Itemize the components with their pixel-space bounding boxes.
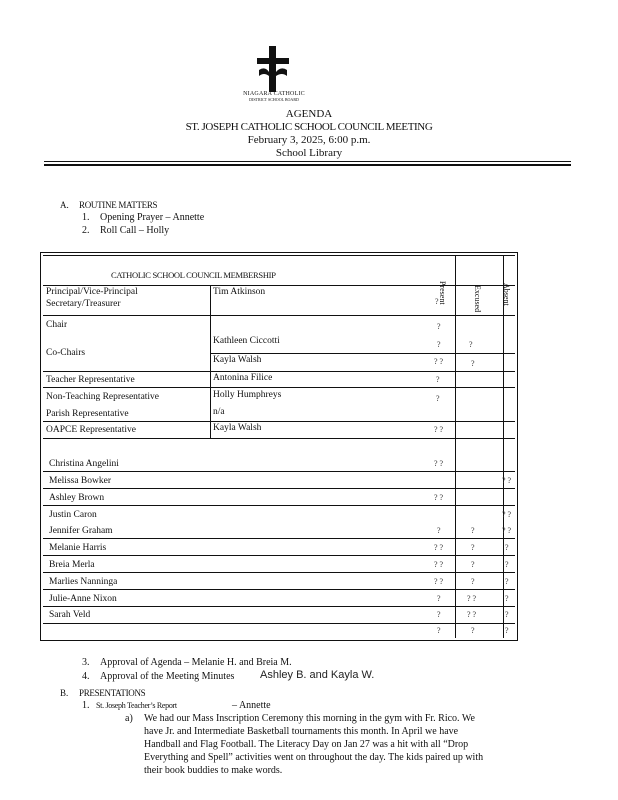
col-divider-absent [503,255,504,638]
logo-name: NIAGARA CATHOLIC [243,91,305,97]
present-mark: ? [437,626,441,635]
member-name: Antonina Filice [213,373,273,383]
excused-mark: ? [471,359,475,368]
role-label: Secretary/Treasurer [46,299,121,309]
present-mark: ? ? [434,560,444,569]
present-mark: ? [436,394,440,403]
agenda-item-approval-minutes: Approval of the Meeting Minutes [100,671,235,682]
absent-mark: ? [505,577,509,586]
col-divider-excused [455,255,456,638]
excused-mark: ? [471,526,475,535]
excused-mark: ? [471,543,475,552]
agenda-item-approval-agenda: Approval of Agenda – Melanie H. and Breia M. [100,657,292,668]
presentation-num: 1. [82,700,90,711]
col-header-excused: Excused [473,285,482,313]
member-name: n/a [213,407,225,417]
present-mark: ? ? [434,577,444,586]
table-row-line [43,538,515,539]
present-mark: ? [437,526,441,535]
logo-subtitle: DISTRICT SCHOOL BOARD [249,97,299,102]
section-a-title: ROUTINE MATTERS [79,200,158,210]
present-mark: ? [437,610,441,619]
table-row-line [43,438,515,439]
meeting-date: February 3, 2025, 6:00 p.m. [247,134,371,146]
report-line: Everything and Spell” activities went on throughout the day. The kids paired up with [144,752,484,763]
role-label: Co-Chairs [46,348,86,358]
absent-mark: ? [505,594,509,603]
absent-mark: ? [505,560,509,569]
excused-mark: ? ? [467,594,477,603]
table-row-line [43,387,515,388]
excused-mark: ? ? [467,610,477,619]
member-name: Kayla Walsh [213,355,262,365]
member-name: Holly Humphreys [213,390,282,400]
agenda-item-roll-call: Roll Call – Holly [100,225,170,236]
agenda-item-num: 1. [82,212,90,223]
role-label: Principal/Vice-Principal [46,287,138,297]
table-row-line [43,555,515,556]
present-mark: ? ? [434,425,444,434]
member-name: Julie-Anne Nixon [49,594,117,604]
header-rule-thin [44,161,571,162]
member-name: Kathleen Ciccotti [213,336,280,346]
report-line: Handball and Flag Football. The Literacy Day on Jan 27 was a hit with all “Drop [144,739,469,750]
agenda-item-num: 3. [82,657,90,668]
cross-logo-icon [255,46,291,92]
section-a-label: A. [60,200,69,210]
excused-mark: ? [469,340,473,349]
membership-table [40,252,518,641]
teacher-report-title: St. Joseph Teacher’s Report [96,701,177,710]
table-row-line [43,421,515,422]
member-name: Justin Caron [49,510,97,520]
absent-mark: ? ? [502,476,512,485]
present-mark: ? [437,322,441,331]
member-name: Melissa Bowker [49,476,112,486]
col-divider-name [210,285,211,438]
absent-mark: ? ? [502,510,512,519]
present-mark: ? [435,297,439,306]
present-mark: ? ? [434,357,444,366]
handwritten-movers: Ashley B. and Kayla W. [260,669,375,681]
member-name: Sarah Veld [49,610,91,620]
table-row-line [43,606,515,607]
table-row-line [210,353,515,354]
table-row-line [43,505,515,506]
agenda-item-num: 4. [82,671,90,682]
absent-mark: ? [505,543,509,552]
role-label: OAPCE Representative [46,425,136,435]
table-title: CATHOLIC SCHOOL COUNCIL MEMBERSHIP [111,270,276,280]
table-row-line [43,488,515,489]
member-name: Melanie Harris [49,543,107,553]
role-label: Non-Teaching Representative [46,392,160,402]
section-b-title: PRESENTATIONS [79,688,146,698]
table-row-line [43,471,515,472]
report-line: We had our Mass Inscription Ceremony this morning in the gym with Fr. Rico. We [144,713,475,724]
agenda-item-num: 2. [82,225,90,236]
present-mark: ? [436,375,440,384]
section-b-label: B. [60,688,69,698]
meeting-title: ST. JOSEPH CATHOLIC SCHOOL COUNCIL MEETING [185,121,433,133]
table-row-line [43,371,515,372]
header-rule-thick [44,164,571,166]
sub-item-label: a) [125,713,133,724]
meeting-location: School Library [275,147,343,159]
member-name: Marlies Nanninga [49,577,118,587]
present-mark: ? ? [434,493,444,502]
absent-mark: ? ? [502,526,512,535]
col-header-present: Present [438,281,447,305]
role-label: Chair [46,320,68,330]
table-row-line [43,623,515,624]
present-mark: ? [437,594,441,603]
present-mark: ? ? [434,543,444,552]
member-name: Breia Merla [49,560,95,570]
agenda-heading: AGENDA [285,108,333,120]
excused-mark: ? [471,577,475,586]
member-name: Ashley Brown [49,493,105,503]
role-label: Parish Representative [46,409,129,419]
excused-mark: ? [471,626,475,635]
role-label: Teacher Representative [46,375,135,385]
table-inner-top-rule [43,255,515,256]
present-mark: ? ? [434,459,444,468]
table-row-line [43,572,515,573]
present-mark: ? [437,340,441,349]
teacher-report-presenter: – Annette [232,700,271,711]
absent-mark: ? [505,610,509,619]
member-name: Jennifer Graham [49,526,113,536]
report-line: have Jr. and Intermediate Basketball tournaments this month. In April we have [144,726,459,737]
member-name: Christina Angelini [49,459,119,469]
agenda-item-opening-prayer: Opening Prayer – Annette [100,212,205,223]
excused-mark: ? [471,560,475,569]
table-row-line [43,589,515,590]
table-row-line [43,315,515,316]
member-name: Kayla Walsh [213,423,262,433]
absent-mark: ? [505,626,509,635]
col-header-absent: Absent [502,283,511,306]
report-line: their book buddies to make words. [144,765,283,776]
member-name: Tim Atkinson [213,287,266,297]
